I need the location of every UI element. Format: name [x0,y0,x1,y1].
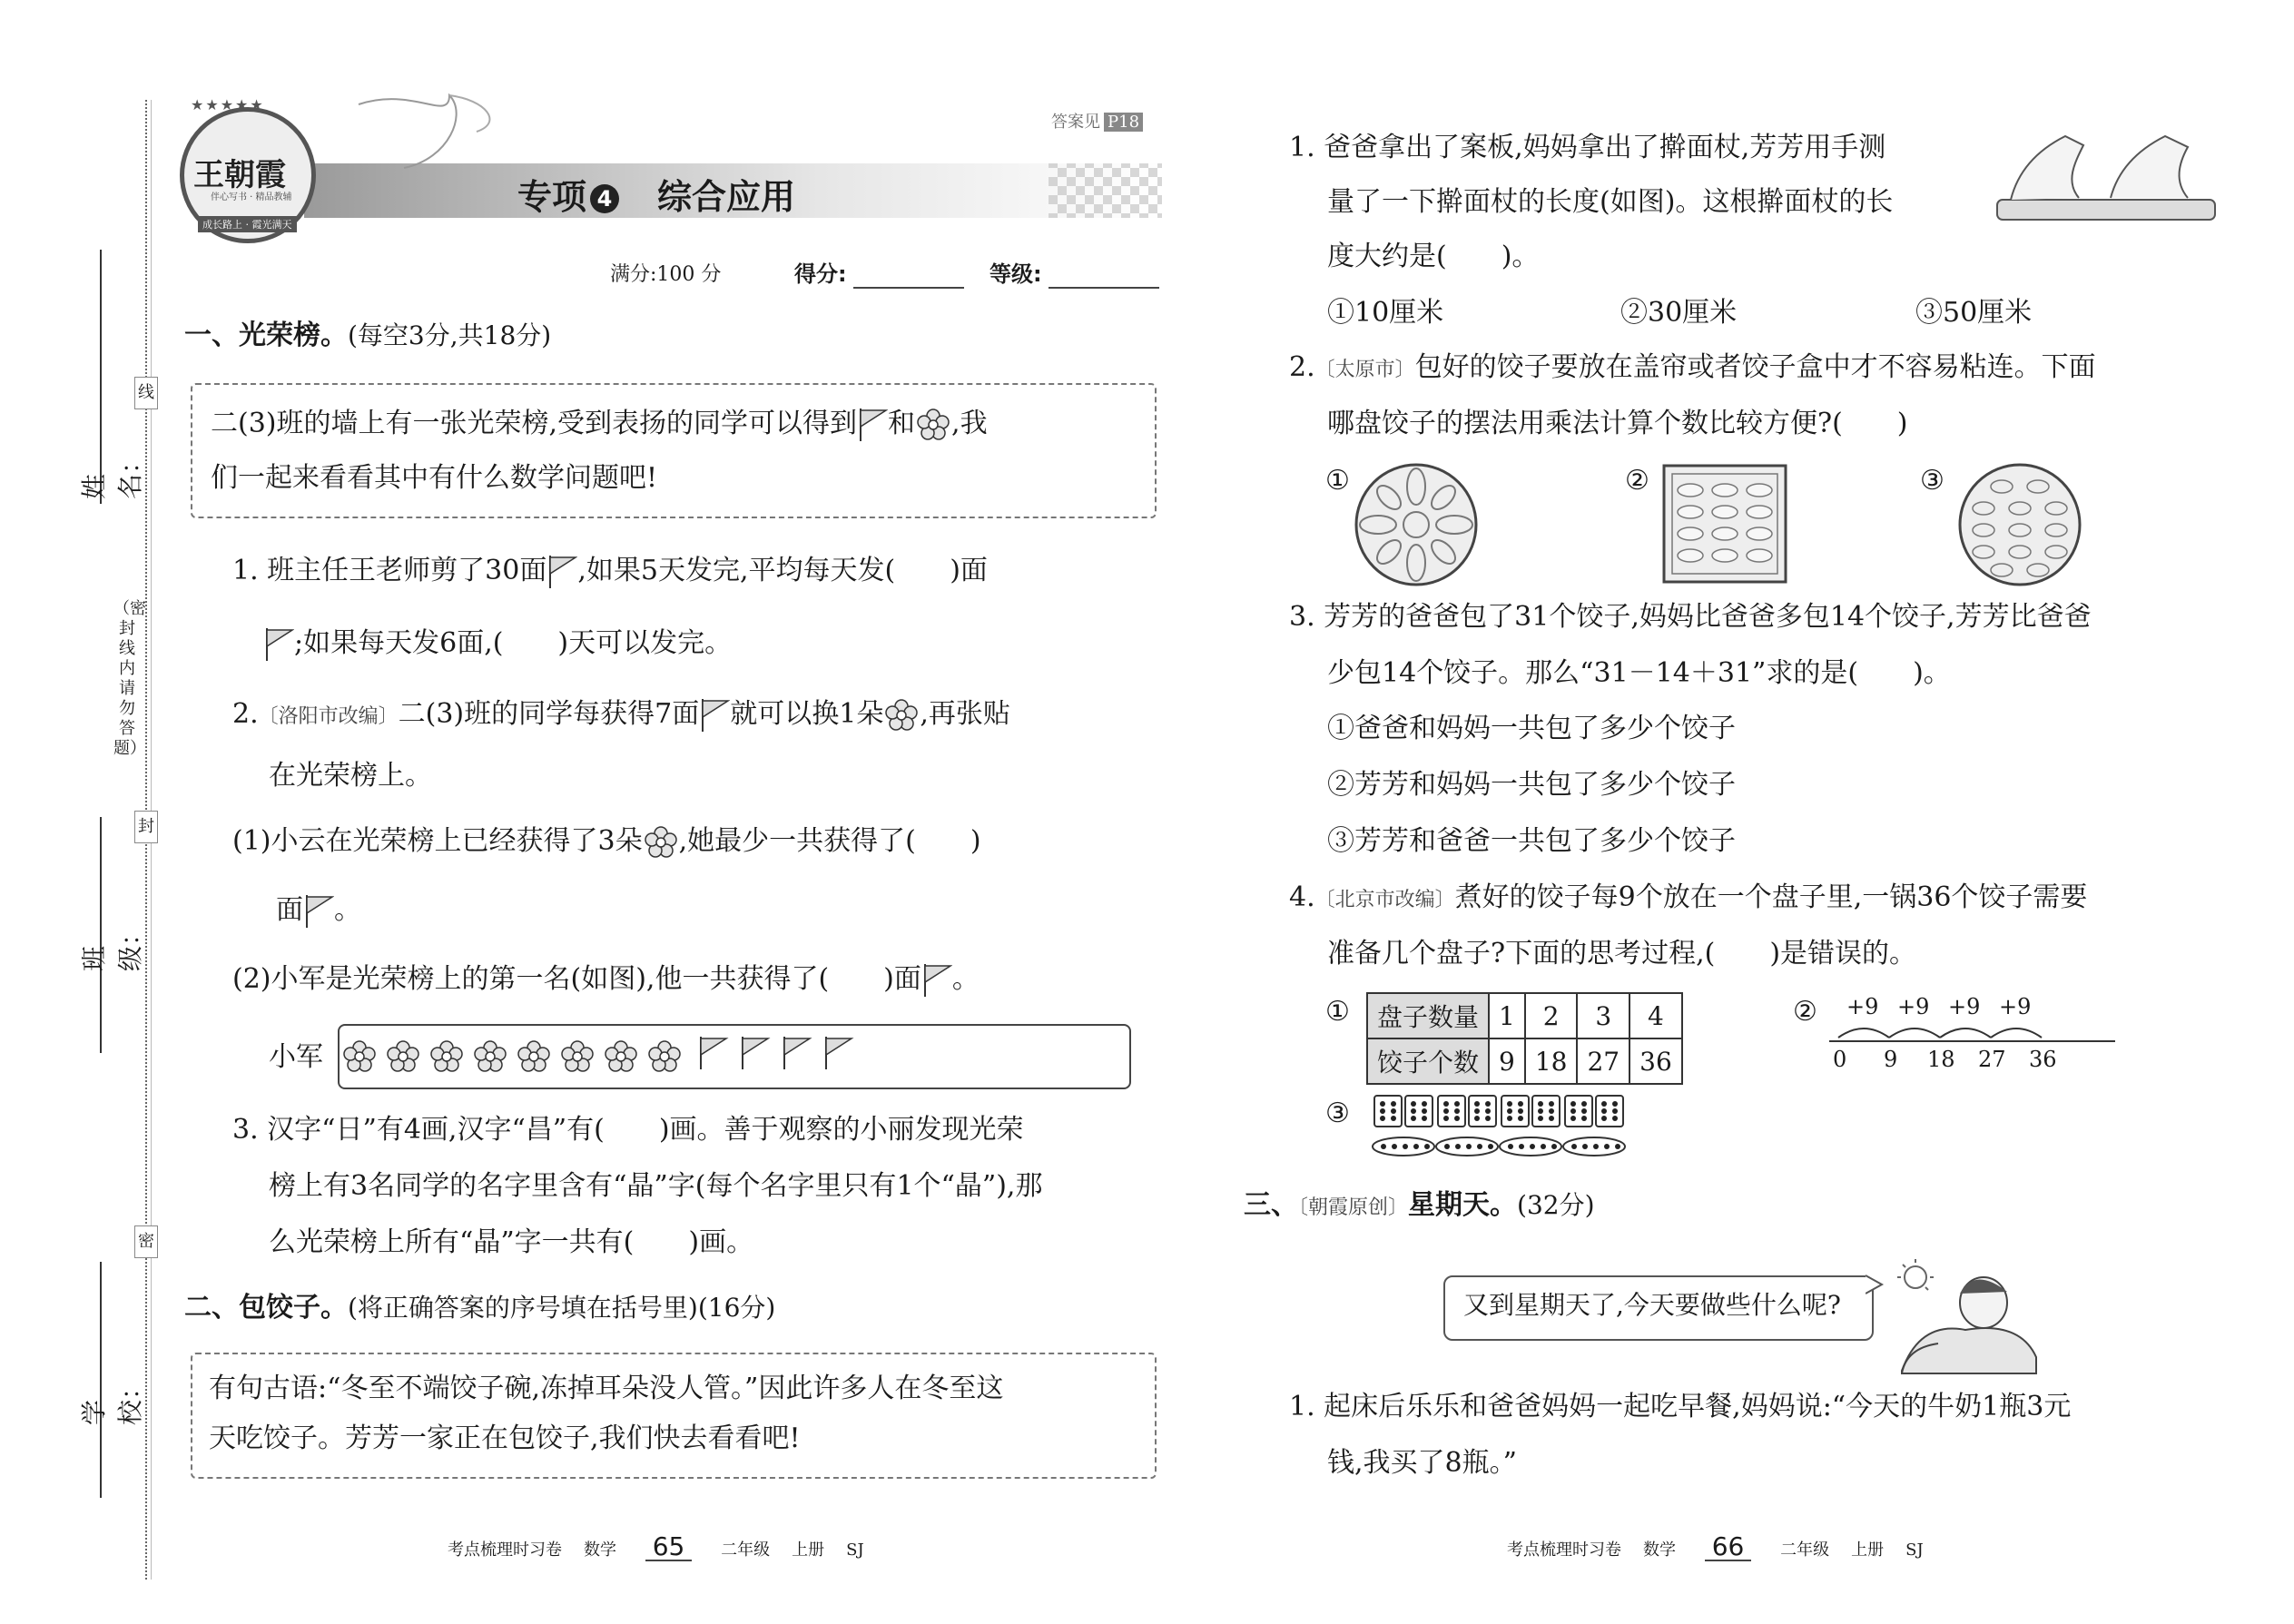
footer-right-edition: SJ [1905,1540,1924,1560]
r4-mark-1[interactable]: ① [1325,996,1350,1028]
r3-line2: 少包14个饺子。那么“31－14＋31”求的是( )。 [1327,657,1951,689]
footer-left-page-number: 65 [645,1534,693,1561]
r4-mark-3[interactable]: ③ [1325,1097,1350,1129]
section2-note: (将正确答案的序号填在括号里)(16分) [348,1293,776,1323]
r2-text-b: 包好的饺子要放在盖帘或者饺子盒中才不容易粘连。下面 [1414,351,2096,383]
r2-source-tag: 〔太原市〕 [1314,359,1415,381]
honor-roll-strip [338,1024,1131,1089]
footer-left [448,1531,864,1561]
numline-step-4: +9 [1999,994,2032,1019]
q2-line1 [232,697,1010,733]
honor-roll-icons [340,1026,1129,1088]
r4-line1 [1289,881,2088,913]
binding-mark-xian: 线 [134,377,158,409]
section3-source-tag: 〔朝霞原创〕 [1298,1196,1409,1219]
name-label: 姓名： [79,448,145,499]
q2-text-c: 就可以换1朵 [730,698,884,730]
binding-mark-mi: 密 [134,1225,158,1258]
r3-option-2[interactable]: ②芳芳和妈妈一共包了多少个饺子 [1327,769,1736,801]
section1-note: (每空3分,共18分) [348,320,552,350]
logo-text: 王朝霞 [193,157,286,193]
section3-prefix: 三、 [1244,1189,1298,1221]
table-cell: 36 [1629,1038,1682,1084]
r4-line2: 准备几个盘子?下面的思考过程,( )是错误的。 [1327,938,1917,969]
footer-left-book: 考点梳理时习卷 [448,1540,562,1560]
s1-box-and: 和 [888,408,916,439]
s2-box-line1: 有句古语:“冬至不端饺子碗,冻掉耳朵没人管。”因此许多人在冬至这 [209,1373,1004,1404]
r4-mark-2[interactable]: ② [1793,996,1817,1028]
r2-num: 2. [1289,351,1315,383]
r2-mark-1[interactable]: ① [1325,465,1350,497]
q2-1-line1 [232,824,981,861]
q2-2-text-a: (2)小军是光荣榜上的第一名(如图),他一共获得了( )面 [232,963,921,995]
table-cell: 1 [1489,993,1525,1038]
footer-right-page-number: 66 [1705,1534,1752,1561]
t1-line2: 钱,我买了8瓶。” [1327,1447,1517,1479]
page-title [517,169,795,219]
flag-icon [303,893,334,930]
s1-box-line1 [211,407,988,443]
section3-note: (32分) [1517,1190,1595,1220]
q3-line3: 么光荣榜上所有“晶”字一共有( )画。 [269,1226,754,1258]
q1-text-a: 1. 班主任王老师剪了30面 [232,555,547,586]
plates-table [1366,992,1683,1085]
r4-num: 4. [1289,881,1315,913]
s2-box-line2: 天吃饺子。芳芳一家正在包饺子,我们快去看看吧! [209,1422,801,1454]
grade-label: 等级: [989,261,1042,287]
flower-icon [883,697,920,733]
numline-tick-18: 18 [1927,1047,1955,1072]
section1-heading [184,322,551,349]
q1-line2 [263,626,732,663]
section3-heading [1244,1189,1595,1221]
q2-text-b: 二(3)班的同学每获得7面 [398,698,700,730]
table-header-cell: 饺子个数 [1367,1038,1489,1084]
answer-ref [1051,109,1143,133]
flower-icon [643,824,679,861]
title-prefix: 专项 [517,177,587,217]
logo-sub1: 伴心写书 · 精品教辅 [211,192,292,202]
footer-left-volume: 上册 [792,1540,825,1560]
answer-ref-page: P18 [1104,113,1143,132]
dumpling-box-grid [1661,463,1788,586]
flower-icon [915,407,951,443]
r1-option-3[interactable]: ③50厘米 [1915,297,2033,329]
title-text: 综合应用 [657,177,796,217]
footer-right-volume: 上册 [1851,1540,1885,1560]
dice-groups-illustration [1371,1094,1634,1166]
logo-stars: ★★★★★ [191,96,265,113]
flag-icon [857,407,888,443]
xiaojun-label: 小军 [269,1041,323,1073]
r3-option-3[interactable]: ③芳芳和爸爸一共包了多少个饺子 [1327,825,1736,857]
numline-tick-27: 27 [1978,1047,2006,1072]
q2-line2: 在光荣榜上。 [269,760,432,792]
table-cell: 9 [1489,1038,1525,1084]
r2-mark-3[interactable]: ③ [1920,465,1944,497]
header-banner [177,86,1167,250]
r2-line2: 哪盘饺子的摆法用乘法计算个数比较方便?( ) [1327,408,1908,439]
score-label: 得分: [794,261,847,287]
footer-left-edition: SJ [846,1540,864,1560]
section3-title: 星期天。 [1408,1189,1518,1221]
r3-line1: 3. 芳芳的爸爸包了31个饺子,妈妈比爸爸多包14个饺子,芳芳比爸爸 [1289,601,2092,633]
dumpling-plate-round-rows [1956,461,2083,588]
q3-line1: 3. 汉字“日”有4画,汉字“昌”有( )画。善于观察的小丽发现光荣 [232,1114,1024,1146]
numline-step-1: +9 [1846,994,1879,1019]
table-cell: 18 [1525,1038,1578,1084]
class-label: 班级： [79,920,145,971]
section2-heading [184,1294,775,1322]
q2-1-text-a: (1)小云在光荣榜上已经获得了3朵 [232,825,643,857]
title-number: 4 [590,184,619,213]
s1-box-line2: 们一起来看看其中有什么数学问题吧! [211,462,658,494]
table-row [1367,1038,1682,1084]
grade-field[interactable] [1049,287,1159,289]
full-score: 满分:100 分 [610,263,722,286]
flag-icon [263,626,294,663]
footer-left-grade: 二年级 [721,1540,771,1560]
table-cell: 27 [1577,1038,1629,1084]
dumpling-plate-round-radial [1353,461,1480,588]
s1-box-text-a: 二(3)班的墙上有一张光荣榜,受到表扬的同学可以得到 [211,408,858,439]
s1-box-text-b: ,我 [951,408,988,439]
table-cell: 2 [1525,993,1578,1038]
section1-intro-box [191,383,1157,518]
seal-note: （密封线内请勿答题） [113,599,146,758]
r1-line1: 1. 爸爸拿出了案板,妈妈拿出了擀面杖,芳芳用手测 [1289,132,1886,163]
numline-step-3: +9 [1948,994,1981,1019]
flag-icon [921,962,952,999]
numline-step-2: +9 [1897,994,1930,1019]
answer-ref-label: 答案见 [1051,113,1100,132]
q2-2-line [232,962,980,999]
speech-bubble-text: 又到星期天了,今天要做些什么呢? [1463,1290,1841,1320]
table-row [1367,993,1682,1038]
r2-mark-2[interactable]: ② [1625,465,1649,497]
numline-tick-9: 9 [1884,1047,1898,1072]
r1-option-2[interactable]: ②30厘米 [1620,297,1738,329]
rolling-pin-illustration [1993,127,2220,227]
section2-title: 二、包饺子。 [184,1292,348,1324]
q2-source-tag: 〔洛阳市改编〕 [258,705,399,728]
r1-line2: 量了一下擀面杖的长度(如图)。这根擀面杖的长 [1327,186,1894,218]
numline-tick-36: 36 [2029,1047,2057,1072]
r4-source-tag: 〔北京市改编〕 [1314,889,1455,911]
score-field[interactable] [853,287,964,289]
q1-line1 [232,554,988,590]
q2-1-text-c: 面 [276,894,303,926]
q2-2-text-b: 。 [951,963,980,995]
q3-line2: 榜上有3名同学的名字里含有“晶”字(每个名字里只有1个“晶”),那 [269,1170,1043,1202]
q2-text-d: ,再张贴 [920,698,1010,730]
footer-right [1507,1531,1924,1561]
q1-text-b: ,如果5天发完,平均每天发( )面 [577,555,988,586]
q2-1-text-b: ,她最少一共获得了( ) [678,825,981,857]
school-label: 学校： [79,1373,145,1425]
r1-line3: 度大约是( )。 [1327,241,1540,272]
r3-option-1[interactable]: ①爸爸和妈妈一共包了多少个饺子 [1327,713,1736,744]
section2-intro-box [191,1353,1157,1479]
q2-1-text-d: 。 [334,894,361,926]
t1-line1: 1. 起床后乐乐和爸爸妈妈一起吃早餐,妈妈说:“今天的牛奶1瓶3元 [1289,1391,2072,1422]
logo-sub2: 成长路上 · 霞光满天 [198,216,297,232]
q1-text-c: ;如果每天发6面,( )天可以发完。 [294,627,733,659]
footer-left-subject: 数学 [584,1540,616,1560]
flag-icon [546,554,577,590]
binding-mark-feng: 封 [134,811,158,843]
table-cell: 3 [1577,993,1629,1038]
footer-right-subject: 数学 [1643,1540,1676,1560]
r1-option-1[interactable]: ①10厘米 [1327,297,1444,329]
r2-line1 [1289,351,2096,383]
footer-right-grade: 二年级 [1780,1540,1830,1560]
footer-right-book: 考点梳理时习卷 [1507,1540,1621,1560]
table-header-cell: 盘子数量 [1367,993,1489,1038]
numline-tick-0: 0 [1833,1047,1847,1072]
flag-icon [699,697,730,733]
boy-in-bed-illustration [1866,1257,2038,1375]
q2-num: 2. [232,698,259,730]
q2-1-line2 [276,893,361,930]
section1-title: 一、光荣榜。 [184,320,348,351]
table-cell: 4 [1629,993,1682,1038]
r4-text-b: 煮好的饺子每9个放在一个盘子里,一锅36个饺子需要 [1454,881,2088,913]
